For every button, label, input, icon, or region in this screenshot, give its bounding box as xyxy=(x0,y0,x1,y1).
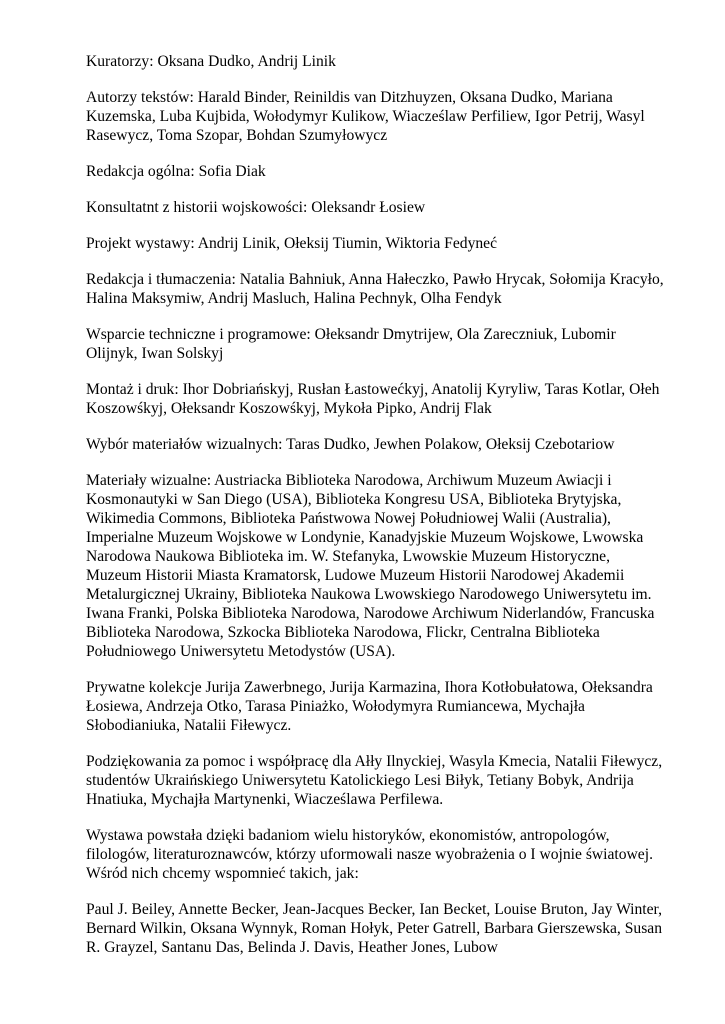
visual-materials-paragraph: Materiały wizualne: Austriacka Biblioteka Narodowa, Archiwum Muzeum Awiacji i Kosmonautyki w San Diego (USA), Biblioteka Kongresu USA, Biblioteka Brytyjska, Wikimedia Commons, Biblioteka Państwowa Nowej Południowej Walii (Australia), Imperialne Muzeum Wojskowe w Londynie, Kanadyjskie Muzeum Wojskowe, Lwowska Narodowa Naukowa Biblioteka im. W. Stefanyka, Lwowskie Muzeum Historyczne, Muzeum Historii Miasta Kramatorsk, Ludowe Muzeum Historii Narodowej Akademii Metalurgicznej Ukrainy, Biblioteka Naukowa Lwowskiego Narodowego Uniwersytetu im. Iwana Franki, Polska Biblioteka Narodowa, Narodowe Archiwum Niderlandów, Francuska Biblioteka Narodowa, Szkocka Biblioteka Narodowa, Flickr, Centralna Biblioteka Południowego Uniwersytetu Metodystów (USA). xyxy=(86,472,655,660)
exhibition-design-paragraph: Projekt wystawy: Andrij Linik, Ołeksij Tiumin, Wiktoria Fedyneć xyxy=(86,235,498,252)
curators-paragraph: Kuratorzy: Oksana Dudko, Andrij Linik xyxy=(86,53,336,70)
research-basis-paragraph: Wystawa powstała dzięki badaniom wielu historyków, ekonomistów, antropologów, filologów, literaturoznawców, którzy uformowali nasze wyobrażenia o I wojnie światowej. Wśród nich chcemy wspomnieć takich, jak: xyxy=(86,827,653,882)
private-collections-paragraph: Prywatne kolekcje Jurija Zawerbnego, Jurija Karmazina, Ihora Kotłobułatowa, Ołeksandra Łosiewa, Andrzeja Otko, Tarasa Piniażko, Wołodymyra Rumiancewa, Mychajła Słobodianiuka, Natalii Fiłewycz. xyxy=(86,679,653,734)
scholars-list-paragraph: Paul J. Beiley, Annette Becker, Jean-Jacques Becker, Ian Becket, Louise Bruton, Jay Winter, Bernard Wilkin, Oksana Wynnyk, Roman Hołyk, Peter Gatrell, Barbara Gierszewska, Susan R. Grayzel, Santanu Das, Belinda J. Davis, Heather Jones, Lubow xyxy=(86,901,663,956)
editing-translation-paragraph: Redakcja i tłumaczenia: Natalia Bahniuk, Anna Hałeczko, Pawło Hrycak, Sołomija Kracyło, Halina Maksymiw, Andrij Masluch, Halina Pechnyk, Olha Fendyk xyxy=(86,271,664,307)
general-editor-paragraph: Redakcja ogólna: Sofia Diak xyxy=(86,163,266,180)
installation-print-paragraph: Montaż i druk: Ihor Dobriańskyj, Rusłan Łastowećkyj, Anatolij Kyryliw, Taras Kotlar, Ołeh Koszowśkyj, Ołeksandr Koszowśkyj, Mykoła Pipko, Andrij Flak xyxy=(86,381,660,417)
document-page xyxy=(86,52,666,974)
visual-selection-paragraph: Wybór materiałów wizualnych: Taras Dudko, Jewhen Polakow, Ołeksij Czebotariow xyxy=(86,436,615,453)
text-authors-paragraph: Autorzy tekstów: Harald Binder, Reinildis van Ditzhuyzen, Oksana Dudko, Mariana Kuzemska, Luba Kujbida, Wołodymyr Kulikow, Wiacześlaw Perfiliew, Igor Petrij, Wasyl Rasewycz, Toma Szopar, Bohdan Szumyłowycz xyxy=(86,89,645,144)
acknowledgements-paragraph: Podziękowania za pomoc i współpracę dla Ałły Ilnyckiej, Wasyla Kmecia, Natalii Fiłewycz, studentów Ukraińskiego Uniwersytetu Katolickiego Lesi Biłyk, Tetiany Bobyk, Andrija Hnatiuka, Mychajła Martynenki, Wiacześlawa Perfilewa. xyxy=(86,753,663,808)
military-consultant-paragraph: Konsultatnt z historii wojskowości: Oleksandr Łosiew xyxy=(86,199,426,216)
technical-support-paragraph: Wsparcie techniczne i programowe: Ołeksandr Dmytrijew, Ola Zareczniuk, Lubomir Olijnyk, Iwan Solskyj xyxy=(86,326,616,362)
